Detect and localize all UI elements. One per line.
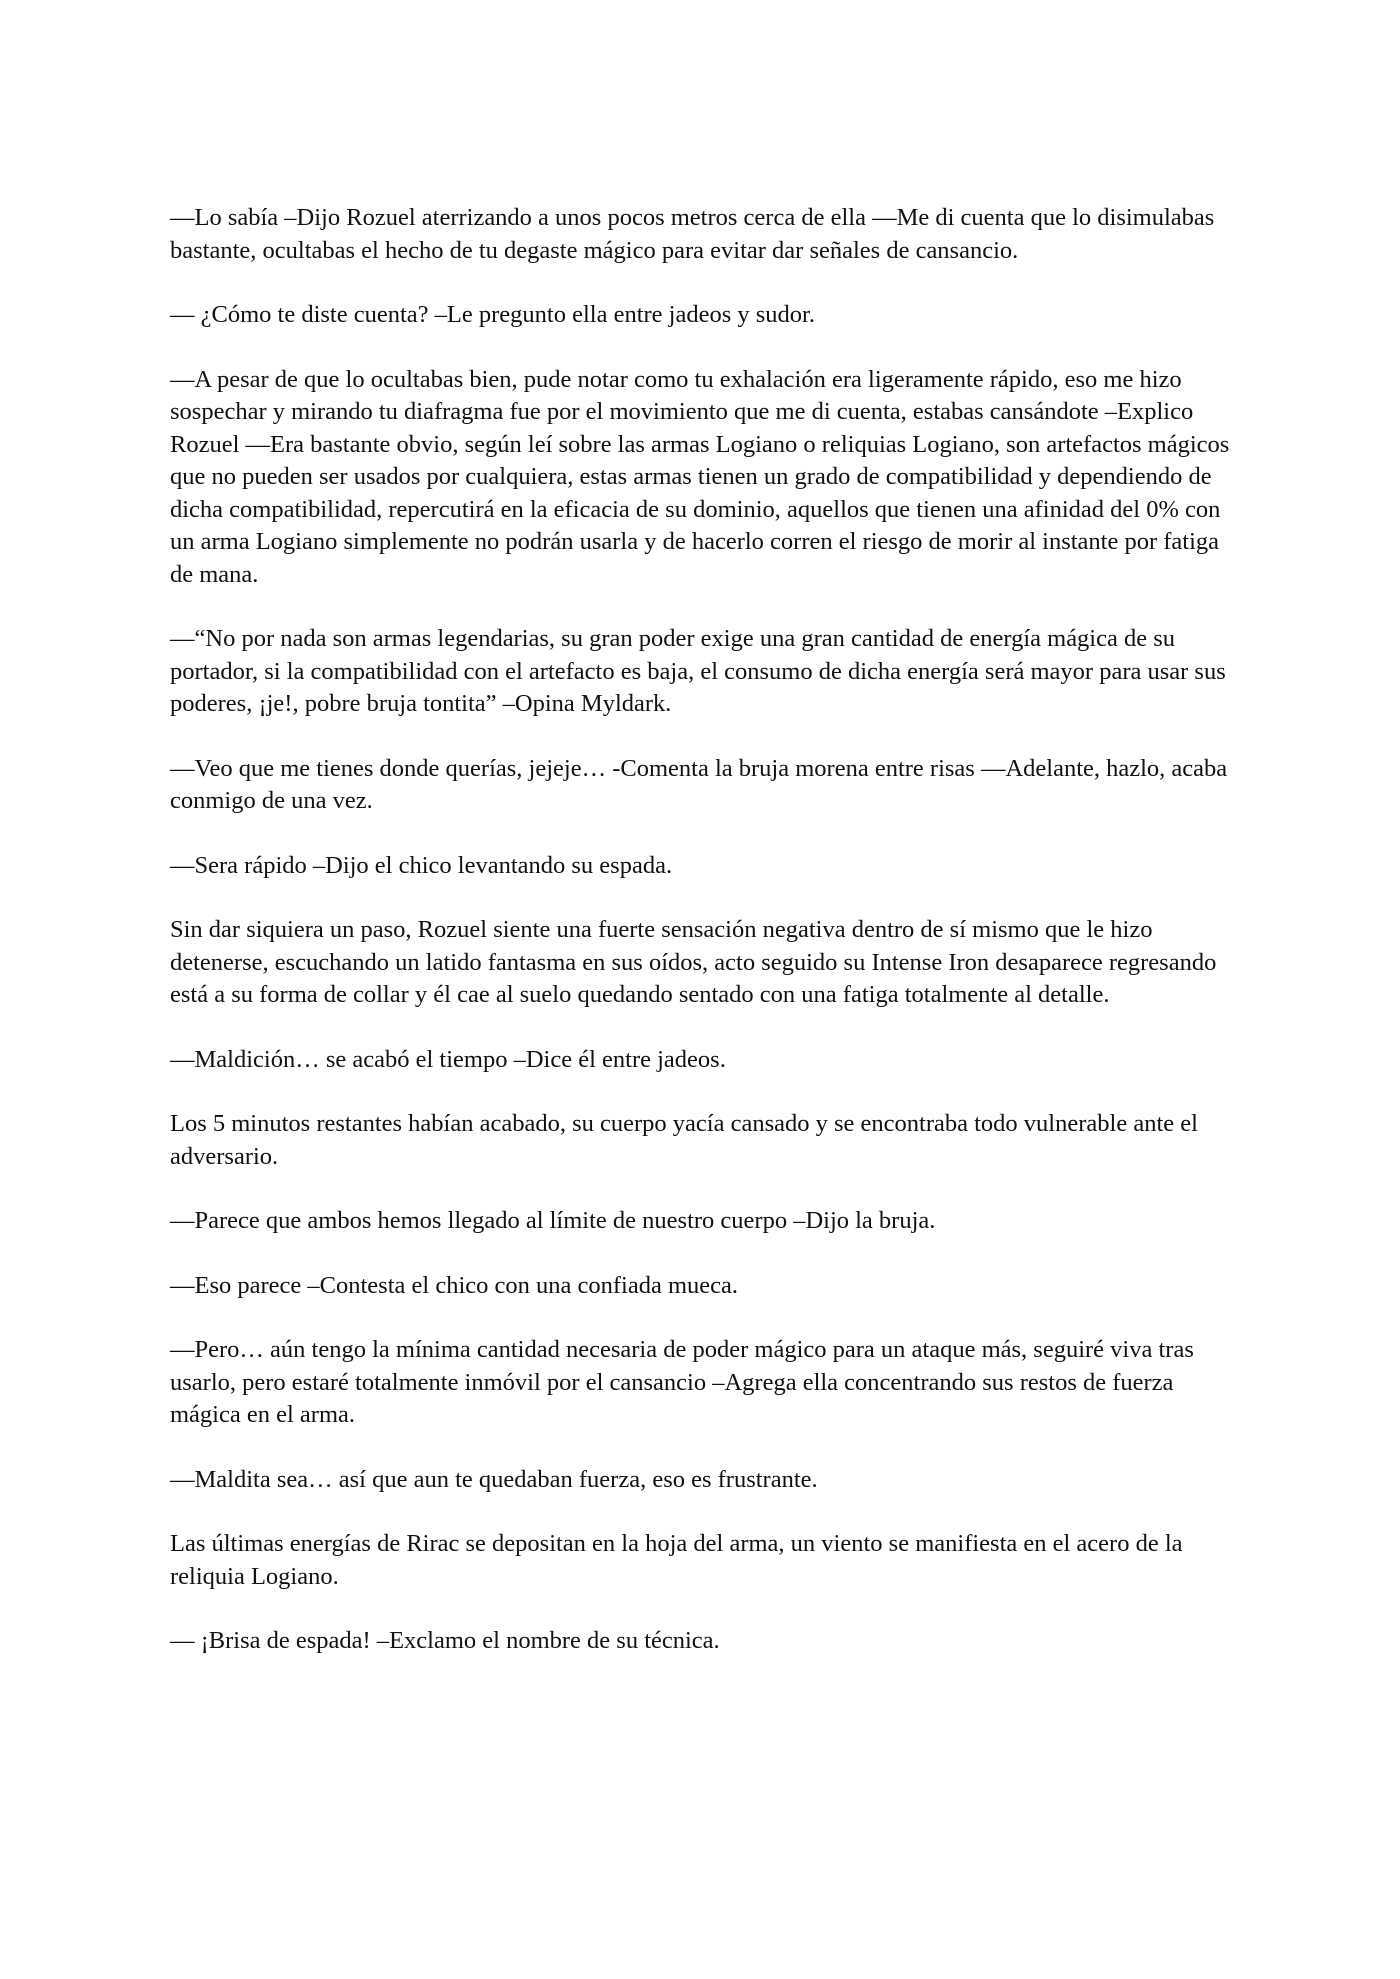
paragraph: —Pero… aún tengo la mínima cantidad necesaria de poder mágico para un ataque más, seguiré viva tras usarlo, pero estaré totalmente inmóvil por el cansancio –Agrega ella concentrando sus restos de fuerza mágica en el arma. xyxy=(170,1336,1194,1428)
paragraph: —Eso parece –Contesta el chico con una confiada mueca. xyxy=(170,1271,739,1299)
paragraph: —Maldita sea… así que aun te quedaban fuerza, eso es frustrante. xyxy=(170,1465,818,1493)
paragraph: —Parece que ambos hemos llegado al límite de nuestro cuerpo –Dijo la bruja. xyxy=(170,1207,936,1234)
paragraph: —Maldición… se acabó el tiempo –Dice él entre jadeos. xyxy=(170,1045,726,1073)
paragraph: — ¡Brisa de espada! –Exclamo el nombre de su técnica. xyxy=(170,1627,720,1654)
paragraph: —A pesar de que lo ocultabas bien, pude notar como tu exhalación era ligeramente rápido, eso me hizo sospechar y mirando tu diafragma fue por el movimiento que me di cuenta, estabas cansándote –Explico Rozuel —Era bastante obvio, según leí sobre las armas Logiano o reliquias Logiano, son artefactos mágicos que no pueden ser usados por cualquiera, estas armas tienen un grado de compatibilidad y dependiendo de dicha compatibilidad, repercutirá en la eficacia de su dominio, aquellos que tienen una afinidad del 0% con un arma Logiano simplemente no podrán usarla y de hacerlo corren el riesgo de morir al instante por fatiga de mana. xyxy=(170,365,1230,588)
paragraph: —Veo que me tienes donde querías, jejeje… -Comenta la bruja morena entre risas —Adelante, hazlo, acaba conmigo de una vez. xyxy=(170,754,1228,814)
paragraph: Las últimas energías de Rirac se depositan en la hoja del arma, un viento se manifiesta en el acero de la reliquia Logiano. xyxy=(170,1530,1183,1590)
paragraph: Los 5 minutos restantes habían acabado, su cuerpo yacía cansado y se encontraba todo vulnerable ante el adversario. xyxy=(170,1110,1198,1170)
paragraph: —Lo sabía –Dijo Rozuel aterrizando a unos pocos metros cerca de ella —Me di cuenta que lo disimulabas bastante, ocultabas el hecho de tu degaste mágico para evitar dar señales de cansancio. xyxy=(170,204,1215,264)
paragraph: —Sera rápido –Dijo el chico levantando su espada. xyxy=(170,851,673,879)
paragraph: —“No por nada son armas legendarias, su gran poder exige una gran cantidad de energía mágica de su portador, si la compatibilidad con el artefacto es baja, el consumo de dicha energía será mayor para usar sus poderes, ¡je!, pobre bruja tontita” –Opina Myldark. xyxy=(170,625,1226,717)
paragraph: Sin dar siquiera un paso, Rozuel siente una fuerte sensación negativa dentro de sí mismo que le hizo detenerse, escuchando un latido fantasma en sus oídos, acto seguido su Intense Iron desaparece regresando está a su forma de collar y él cae al suelo quedando sentado con una fatiga totalmente al detalle. xyxy=(170,916,1217,1008)
paragraph: — ¿Cómo te diste cuenta? –Le pregunto ella entre jadeos y sudor. xyxy=(170,301,815,328)
document-body xyxy=(170,202,1245,1690)
